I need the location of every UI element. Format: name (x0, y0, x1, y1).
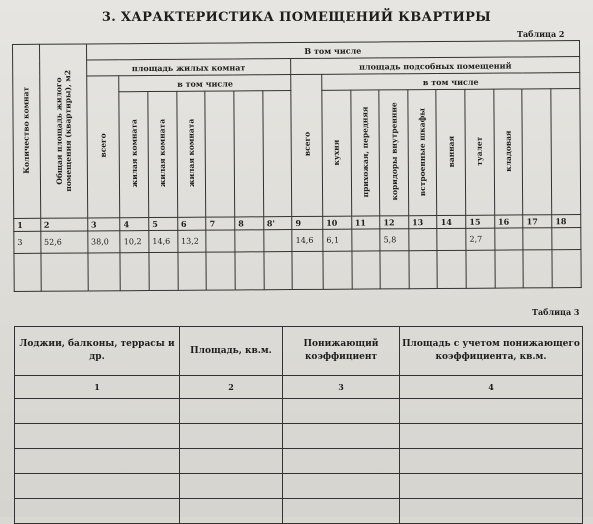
header-living-including: в том числе (119, 75, 291, 92)
cell-value (206, 230, 235, 252)
kitchen-value: 6,1 (323, 229, 352, 251)
col-number: 4 (400, 376, 583, 399)
header-loggias: Лоджии, балконы, террасы и др. (15, 327, 180, 376)
col-number: 8' (263, 217, 292, 230)
empty-row (15, 399, 583, 424)
col-number: 17 (523, 215, 552, 228)
col-number: 1 (15, 376, 180, 399)
empty-row (14, 250, 581, 292)
header-in-total: В том числе (86, 41, 579, 60)
cell-value (235, 230, 264, 252)
header-living-all: всего (86, 76, 120, 218)
empty-row (15, 424, 583, 449)
col-number: 12 (380, 216, 409, 229)
col-number: 3 (283, 376, 400, 399)
aux-total-value: 14,6 (292, 229, 323, 251)
col-number: 2 (180, 376, 283, 399)
header-adjusted-area: Площадь с учетом понижающего коэффициента, кв.м. (400, 327, 583, 376)
col-number: 9 (292, 216, 323, 229)
rooms-count-value: 3 (14, 231, 41, 253)
empty-row (15, 474, 583, 499)
col-number: 3 (87, 218, 120, 231)
col-number: 2 (40, 218, 87, 231)
header-coefficient: Понижающий коэффициент (283, 327, 400, 376)
col-number: 4 (120, 218, 149, 231)
header-total-area: Общая площадь жилого помещения (квартиры), м2 (39, 44, 87, 218)
corridors-value: 5,8 (380, 229, 409, 251)
cell-value (437, 228, 466, 250)
header-living-room-4 (205, 91, 235, 217)
header-living-area: площадь жилых комнат (86, 59, 291, 76)
header-living-room-1: жилая комната (119, 92, 149, 218)
living-total-value: 38,0 (87, 231, 120, 253)
living-room-2-value: 14,6 (149, 230, 178, 252)
living-room-1-value: 10,2 (120, 231, 149, 253)
header-living-room-2: жилая комната (148, 91, 178, 217)
header-storage: кладовая (494, 89, 524, 215)
header-aux-empty-1 (522, 89, 552, 215)
col-number: 15 (466, 215, 495, 228)
toilet-value: 2,7 (466, 228, 495, 250)
header-aux-all: всего (291, 74, 323, 216)
column-numbers-row (15, 376, 583, 399)
cell-value (263, 230, 292, 252)
col-number: 13 (409, 216, 438, 229)
header-toilet: туалет (465, 89, 495, 215)
header-living-room-5 (234, 91, 264, 217)
col-number: 16 (494, 215, 523, 228)
cell-value (552, 228, 581, 250)
col-number: 7 (206, 217, 235, 230)
header-bathroom: ванная (436, 89, 466, 215)
empty-row (15, 499, 583, 524)
table2-label: Таблица 2 (517, 29, 565, 39)
header-aux-including: в том числе (322, 73, 580, 91)
header-hallway: прихожая, передняя (350, 90, 380, 216)
balconies-table (14, 326, 583, 524)
header-area: Площадь, кв.м. (180, 327, 283, 376)
header-rooms-count: Количество комнат (13, 44, 41, 218)
col-number: 18 (552, 215, 581, 228)
col-number: 5 (149, 217, 178, 230)
col-number: 6 (177, 217, 206, 230)
cell-value (523, 228, 552, 250)
cell-value (351, 229, 380, 251)
section-title: 3. ХАРАКТЕРИСТИКА ПОМЕЩЕНИЙ КВАРТИРЫ (101, 10, 492, 25)
empty-row (15, 449, 583, 474)
header-closets: встроенные шкафы (408, 90, 438, 216)
col-number: 11 (351, 216, 380, 229)
table3-label: Таблица 3 (532, 307, 580, 317)
header-living-room-3: жилая комната (177, 91, 207, 217)
header-living-room-6 (262, 91, 292, 217)
col-number: 14 (437, 215, 466, 228)
col-number: 10 (323, 216, 352, 229)
room-characteristics-table (12, 40, 582, 292)
living-room-3-value: 13,2 (177, 230, 206, 252)
header-kitchen: кухня (322, 90, 352, 216)
cell-value (409, 229, 438, 251)
col-number: 1 (14, 218, 41, 231)
header-aux-area: площадь подсобных помещений (291, 57, 580, 75)
header-aux-empty-2 (551, 89, 581, 215)
cell-value (495, 228, 524, 250)
total-area-value: 52,6 (40, 231, 87, 253)
header-corridors: коридоры внутренние (379, 90, 409, 216)
col-number: 8 (235, 217, 264, 230)
